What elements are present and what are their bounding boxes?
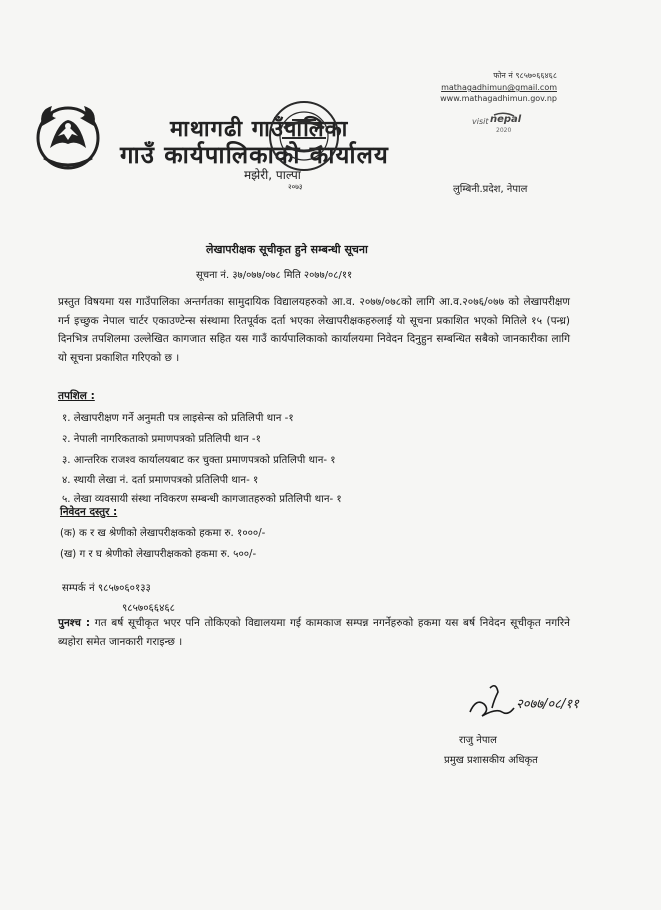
svg-text:2020: 2020 (496, 127, 512, 134)
list-item: (क) क र ख श्रेणीको लेखापरीक्षकको हकमा रु. १०००/- (60, 528, 266, 539)
list-item: ५. लेखा व्यवसायी संस्था नविकरण सम्बन्धी कागजातहरुको प्रतिलिपी थान- १ (62, 494, 342, 505)
office-seal-stamp (266, 98, 342, 174)
signatory-name: राजु नेपाल (459, 735, 497, 746)
svg-text:nepal: nepal (490, 114, 522, 125)
svg-text:visit: visit (472, 117, 489, 126)
list-item: (ख) ग र घ श्रेणीको लेखापरीक्षकको हकमा रु. ५००/- (60, 549, 257, 560)
list-item: २. नेपाली नागरिकताको प्रमाणपत्रको प्रतिलिपी थान -१ (62, 434, 261, 445)
contact-number: सम्पर्क नं ९८५७०६०१३३ (62, 583, 151, 594)
svg-text:२०७७/०८/११: २०७७/०८/११ (516, 697, 579, 712)
notice-reference: सूचना नं. ३७/०७७/०७८ मिति २०७७/०८/११ (196, 270, 353, 281)
list-item: ३. आन्तरिक राजश्व कार्यालयबाट कर चुक्ता प्रमाणपत्रको प्रतिलिपी थान- १ (62, 455, 336, 466)
postscript (58, 614, 570, 651)
list-item: ४. स्थायी लेखा नं. दर्ता प्रमाणपत्रको प्रतिलिपी थान- १ (62, 475, 259, 486)
notice-subject: लेखापरीक्षक सूचीकृत हुने सम्बन्धी सूचना (206, 243, 368, 256)
signatory-title: प्रमुख प्रशासकीय अधिकृत (444, 755, 538, 766)
website-address: www.mathagadhimun.gov.np (440, 94, 557, 103)
org-name-line2: गाउँ कार्यपालिकाको कार्यालय (120, 141, 389, 169)
org-name-line1: माथागढी गाउँपालिका (170, 117, 349, 142)
postscript-text: गत बर्ष सूचीकृत भएर पनि तोकिएको विद्यालयमा गई कामकाज सम्पन्न नगर्नेहरुको हकमा यस बर्ष निवेदन सूचीकृत नगरिने ब्यहोरा समेत जानकारी गराइन्छ । (58, 617, 570, 648)
visit-nepal-logo-icon (470, 112, 530, 136)
seal-year: २०७३ (288, 183, 303, 191)
details-heading: तपशिल : (58, 390, 95, 402)
postscript-label: पुनश्च : (58, 617, 91, 629)
notice-body: प्रस्तुत विषयमा यस गाउँपालिका अन्तर्गतका सामुदायिक विद्यालयहरुको आ.व. २०७७/०७८को लागि आ.व.२०७६/०७७ को लेखापरीक्षण गर्न इच्छुक नेपाल चार्टर एकाउण्टेन्स संस्थामा रितपूर्वक दर्ता भएका लेखापरीक्षकहरुलाई यो सूचना प्रकाशित भएको मितिले १५ (पन्ध्र) दिनभित्र तपशिलमा उल्लेखित कागजात सहित यस गाउँ कार्यपालिकाको कार्यालयमा निवेदन दिनुहुन सम्बन्धित सबैको जानकारीका लागि यो सूचना प्रकाशित गरिएको छ । (58, 296, 570, 364)
fees-heading: निवेदन दस्तुर : (60, 506, 118, 518)
province-text: लुम्बिनी.प्रदेश, नेपाल (453, 184, 528, 195)
nepal-emblem-icon (28, 96, 108, 176)
email-address: mathagadhimun@gmail.com (441, 83, 557, 92)
contact-number-alt: ९८५७०६६४६८ (122, 603, 175, 614)
phone-number: फोन नं ९८५७०६६४६८ (493, 71, 557, 80)
list-item: १. लेखापरीक्षण गर्ने अनुमती पत्र लाइसेन्स को प्रतिलिपी थान -१ (62, 413, 294, 424)
org-address: मझेरी, पाल्पा (244, 168, 301, 182)
